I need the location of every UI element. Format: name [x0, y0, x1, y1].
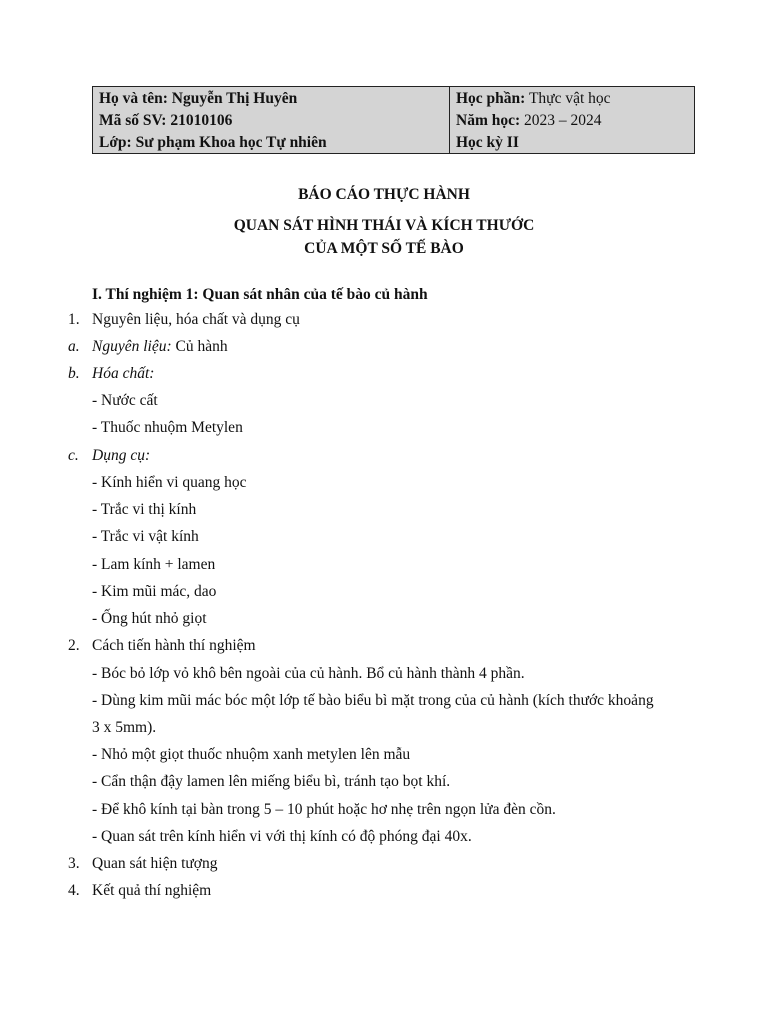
- tools-label: Dụng cụ:: [92, 447, 151, 464]
- student-info-box: [92, 86, 695, 154]
- section-heading: I. Thí nghiệm 1: Quan sát nhân của tế bào củ hành: [92, 286, 428, 303]
- tool-text: - Kim mũi mác, dao: [92, 583, 217, 600]
- report-subtitle-1: QUAN SÁT HÌNH THÁI VÀ KÍCH THƯỚC: [233, 217, 535, 234]
- list-text: Quan sát hiện tượng: [92, 855, 218, 872]
- student-class: Lớp: Sư phạm Khoa học Tự nhiên: [99, 134, 327, 151]
- report-title: BÁO CÁO THỰC HÀNH: [298, 186, 470, 203]
- course-value: Thực vật học: [528, 90, 611, 107]
- sub-letter: a.: [68, 338, 80, 355]
- tool-text: - Kính hiển vi quang học: [92, 474, 247, 491]
- list-number: 2.: [68, 637, 80, 654]
- sub-letter: b.: [68, 365, 80, 382]
- year-value: 2023 – 2024: [524, 112, 602, 129]
- chemical-text: - Nước cất: [92, 392, 158, 409]
- list-text: Kết quả thí nghiệm: [92, 882, 212, 899]
- step-text: - Nhỏ một giọt thuốc nhuộm xanh metylen lên mẫu: [92, 746, 411, 763]
- list-text: Nguyên liệu, hóa chất và dụng cụ: [92, 311, 300, 328]
- list-text: Cách tiến hành thí nghiệm: [92, 637, 256, 654]
- materials-value: Củ hành: [175, 338, 228, 355]
- year-label: Năm học:: [456, 112, 521, 129]
- course-label: Học phần:: [456, 90, 526, 107]
- course-line: [456, 88, 688, 110]
- list-number: 4.: [68, 882, 80, 899]
- materials-label: Nguyên liệu:: [92, 338, 172, 355]
- step-text: - Để khô kính tại bàn trong 5 – 10 phút hoặc hơ nhẹ trên ngọn lửa đèn cồn.: [92, 801, 556, 818]
- sub-text: [92, 337, 228, 357]
- tool-text: - Trắc vi thị kính: [92, 501, 197, 518]
- student-name: Họ và tên: Nguyễn Thị Huyên: [99, 90, 298, 107]
- chemicals-label: Hóa chất:: [92, 365, 155, 382]
- sub-letter: c.: [68, 447, 79, 464]
- list-number: 1.: [68, 311, 80, 328]
- semester: Học kỳ II: [456, 134, 519, 151]
- tool-text: - Trắc vi vật kính: [92, 528, 199, 545]
- year-line: [456, 110, 688, 132]
- tool-text: - Lam kính + lamen: [92, 556, 216, 573]
- list-number: 3.: [68, 855, 80, 872]
- course-info-right: [450, 87, 694, 153]
- step-text: - Bóc bỏ lớp vỏ khô bên ngoài của củ hành. Bổ củ hành thành 4 phần.: [92, 665, 525, 682]
- step-text: 3 x 5mm).: [92, 719, 157, 736]
- step-text: - Cẩn thận đậy lamen lên miếng biểu bì, tránh tạo bọt khí.: [92, 773, 451, 790]
- report-subtitle-2: CỦA MỘT SỐ TẾ BÀO: [304, 240, 464, 257]
- student-info-left: [93, 87, 450, 153]
- chemical-text: - Thuốc nhuộm Metylen: [92, 419, 243, 436]
- step-text: - Quan sát trên kính hiển vi với thị kính có độ phóng đại 40x.: [92, 828, 472, 845]
- student-id: Mã số SV: 21010106: [99, 112, 233, 129]
- step-text: - Dùng kim mũi mác bóc một lớp tế bào biểu bì mặt trong của củ hành (kích thước khoảng: [92, 692, 654, 709]
- tool-text: - Ống hút nhỏ giọt: [92, 610, 207, 627]
